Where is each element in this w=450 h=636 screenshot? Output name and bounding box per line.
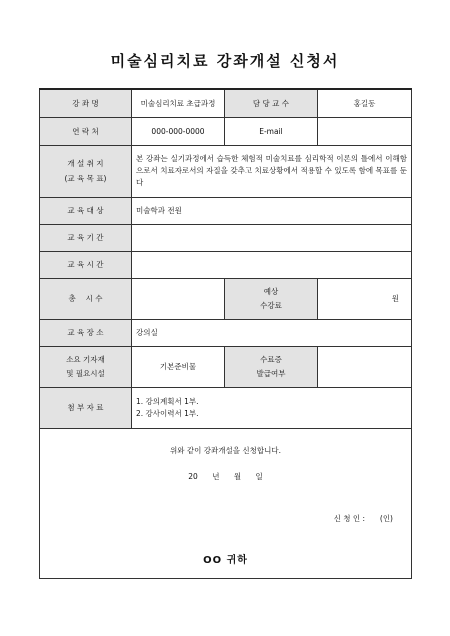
total-hours-value[interactable] bbox=[132, 278, 225, 319]
target-label: 교 육 대 상 bbox=[40, 197, 132, 224]
email-value[interactable] bbox=[318, 117, 412, 145]
instructor-label: 담 당 교 수 bbox=[225, 89, 318, 117]
seal-mark: (인) bbox=[379, 514, 393, 523]
attachments-list[interactable] bbox=[132, 387, 412, 428]
attachment-item: 1. 강의계획서 1부. bbox=[136, 396, 199, 406]
course-name-value[interactable]: 미술심리치료 초급과정 bbox=[132, 89, 225, 117]
row-time bbox=[40, 251, 412, 278]
materials-label-line1: 소요 기자재 bbox=[66, 355, 105, 364]
time-value[interactable] bbox=[132, 251, 412, 278]
application-form-table bbox=[39, 88, 412, 579]
application-statement: 위와 같이 강좌개설을 신청합니다. bbox=[170, 446, 281, 455]
expected-fee-label-line2: 수강료 bbox=[260, 301, 282, 310]
application-date[interactable]: 20 년 월 일 bbox=[188, 472, 263, 481]
certificate-label bbox=[225, 346, 318, 387]
certificate-value[interactable] bbox=[318, 346, 412, 387]
expected-fee-label-line1: 예상 bbox=[263, 287, 279, 296]
certificate-label-line2: 발급여부 bbox=[256, 369, 286, 378]
row-closing bbox=[40, 428, 412, 578]
purpose-label-line1: 개 설 취 지 bbox=[67, 159, 104, 168]
fee-value[interactable] bbox=[318, 278, 412, 319]
row-purpose bbox=[40, 145, 412, 197]
contact-label: 연 락 처 bbox=[40, 117, 132, 145]
materials-label-line2: 및 필요시설 bbox=[66, 369, 105, 378]
certificate-label-line1: 수료증 bbox=[260, 355, 282, 364]
period-value[interactable] bbox=[132, 224, 412, 251]
row-attachments bbox=[40, 387, 412, 428]
expected-fee-label bbox=[225, 278, 318, 319]
instructor-value[interactable]: 홍길동 bbox=[318, 89, 412, 117]
applicant-label[interactable]: 신 청 인 : bbox=[333, 514, 365, 523]
row-materials bbox=[40, 346, 412, 387]
period-label: 교 육 기 간 bbox=[40, 224, 132, 251]
place-label: 교 육 장 소 bbox=[40, 319, 132, 346]
closing-section bbox=[40, 428, 412, 578]
row-place bbox=[40, 319, 412, 346]
phone-value[interactable]: 000-000-0000 bbox=[132, 117, 225, 145]
purpose-text[interactable]: 본 강좌는 실기과정에서 습득한 체험적 미술치료를 심리학적 이론의 틀에서 이해함으로서 치료자로서의 자질을 갖추고 치료상황에서 적용할 수 있도록 함에 목표를 둔다 bbox=[132, 145, 412, 197]
form-title: 미술심리치료 강좌개설 신청서 bbox=[110, 52, 340, 70]
attachment-item: 2. 강사이력서 1부. bbox=[136, 408, 199, 418]
total-hours-label: 총 시 수 bbox=[40, 278, 132, 319]
materials-label bbox=[40, 346, 132, 387]
course-name-label: 강 좌 명 bbox=[40, 89, 132, 117]
fee-unit: 원 bbox=[391, 294, 399, 303]
time-label: 교 육 시 간 bbox=[40, 251, 132, 278]
row-course bbox=[40, 89, 412, 117]
row-target bbox=[40, 197, 412, 224]
place-value[interactable]: 강의실 bbox=[132, 319, 412, 346]
row-contact bbox=[40, 117, 412, 145]
row-hours bbox=[40, 278, 412, 319]
target-value[interactable]: 미술학과 전원 bbox=[132, 197, 412, 224]
addressee: OO 귀하 bbox=[203, 555, 248, 566]
row-period bbox=[40, 224, 412, 251]
email-label: E-mail bbox=[225, 117, 318, 145]
materials-value[interactable]: 기본준비물 bbox=[132, 346, 225, 387]
attachments-label: 첨 부 자 료 bbox=[40, 387, 132, 428]
purpose-label-line2: (교 육 목 표) bbox=[64, 174, 107, 183]
purpose-label bbox=[40, 145, 132, 197]
